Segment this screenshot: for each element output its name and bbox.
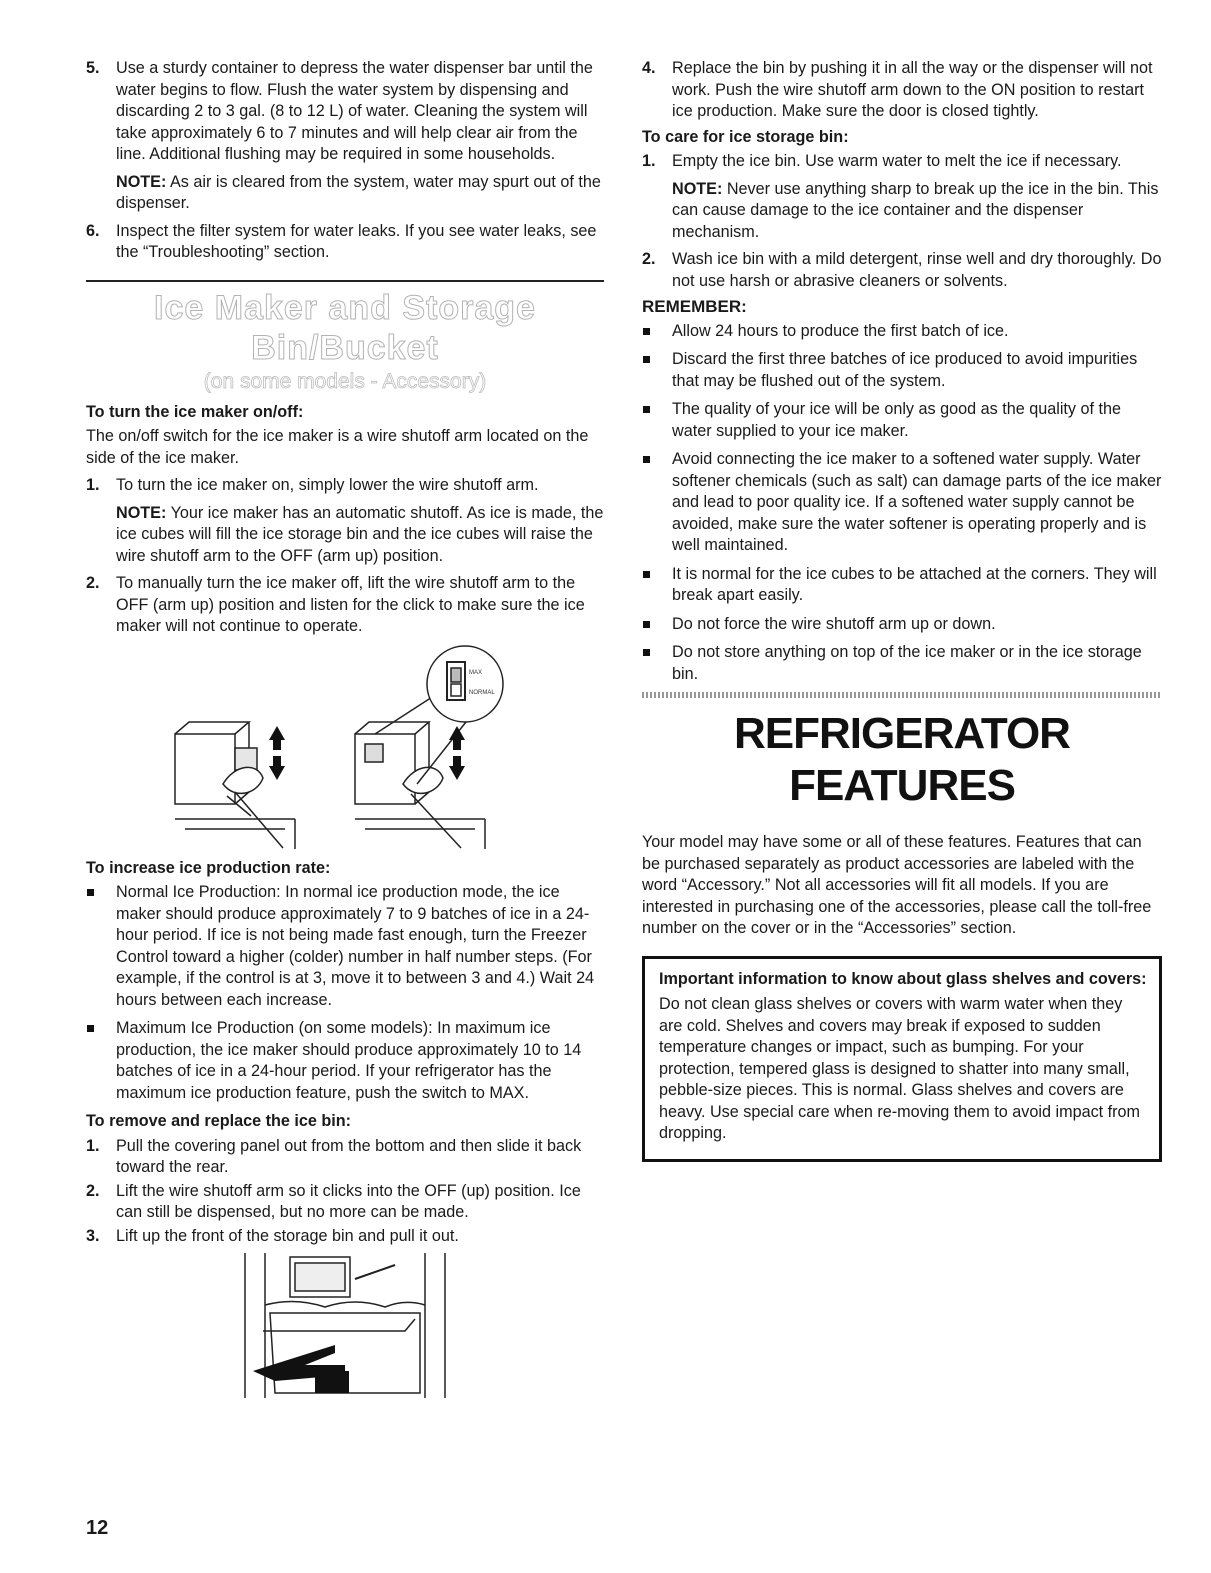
features-intro: Your model may have some or all of these features. Features that can be purchased separately as product accessories are labeled with the word “Accessory.” Not all accessories will fit all models. If you are interested in purchasing one of the accessories, please call the toll-free number on the cover or in the “Accessories” section.: [642, 833, 1152, 937]
features-heading-line-1: REFRIGERATOR: [734, 709, 1070, 758]
ice-maker-switch-illustration: [165, 644, 525, 854]
turn-on-off-intro: The on/off switch for the ice maker is a wire shutoff arm located on the side of the ice maker.: [86, 427, 589, 467]
step-text: Replace the bin by pushing it in all the way or the dispenser will not work. Push the wire shutoff arm down to the ON position to restart ice production. Make sure the door is closed tightly.: [672, 59, 1153, 120]
left-column: [86, 58, 604, 1403]
remove-step-3: [86, 1226, 604, 1248]
list-item: Maximum Ice Production (on some models): In maximum ice production, the ice maker should produce approximately 10 to 14 batches of ice in a 24-hour period. If your refrigerator has the maximum ice production feature, push the switch to MAX.: [86, 1018, 604, 1104]
up-down-arrow-icon: [449, 726, 465, 780]
glass-shelves-info-box: [642, 956, 1162, 1162]
list-item: Allow 24 hours to produce the first batch of ice.: [642, 321, 1162, 343]
list-item: Avoid connecting the ice maker to a softened water supply. Water softener chemicals (such as salt) can damage parts of the ice maker and lead to poor quality ice. If a softened water supply cannot be avoided, make sure the water softener is operating properly and is well maintained.: [642, 449, 1162, 557]
step-text: Empty the ice bin. Use warm water to melt the ice if necessary.: [672, 152, 1122, 170]
note-text: Never use anything sharp to break up the ice in the bin. This can cause damage to the ice container and the dispenser mechanism.: [672, 179, 1159, 241]
increase-rate-heading: To increase ice production rate:: [86, 858, 331, 877]
list-item: The quality of your ice will be only as good as the quality of the water supplied to your ice maker.: [642, 399, 1162, 442]
turn-step-1: [86, 475, 604, 567]
note-label: NOTE:: [116, 503, 167, 522]
switch-label-max: MAX: [469, 669, 483, 676]
features-heading-line-2: FEATURES: [789, 761, 1015, 810]
note-text: Your ice maker has an automatic shutoff. As ice is made, the ice cubes will fill the ice storage bin and the ice cubes will raise the wire shutoff arm to the OFF (arm up) position.: [116, 503, 604, 565]
ice-bin-removal-illustration: [235, 1253, 455, 1403]
step-text: To manually turn the ice maker off, lift the wire shutoff arm to the OFF (arm up) position and listen for the click to make sure the ice maker will not continue to operate.: [116, 574, 585, 635]
step-number: 5.: [86, 59, 100, 77]
step-text: Pull the covering panel out from the bottom and then slide it back toward the rear.: [116, 1136, 582, 1176]
note-label: NOTE:: [116, 172, 167, 191]
ice-maker-right-drawing: [355, 646, 503, 849]
page-number: 12: [86, 1517, 109, 1539]
step-text: To turn the ice maker on, simply lower the wire shutoff arm.: [116, 476, 539, 494]
features-heading: [642, 708, 1162, 812]
step-number: 4.: [642, 59, 656, 77]
step-number: 2.: [86, 1181, 100, 1200]
step-number: 1.: [86, 476, 100, 494]
info-box-text: Do not clean glass shelves or covers with warm water when they are cold. Shelves and covers may break if exposed to sudden temperature changes or impact, such as bumping. For your protection, tempered glass is designed to shatter into many small, pebble-size pieces. This is normal. Glass shelves and covers are heavy. Use special care when re-moving them to avoid impact from dropping.: [659, 995, 1141, 1142]
care-step-1: [642, 151, 1162, 243]
turn-on-off-heading: To turn the ice maker on/off:: [86, 402, 304, 421]
section-subtitle: (on some models - Accessory): [203, 369, 487, 393]
step-number: 1.: [86, 1136, 100, 1155]
remove-step-2: [86, 1181, 604, 1224]
step-number: 2.: [86, 574, 100, 592]
step-number: 3.: [86, 1226, 100, 1245]
remember-heading: REMEMBER:: [642, 297, 747, 316]
list-item: Do not store anything on top of the ice maker or in the ice storage bin.: [642, 642, 1162, 685]
step-text: Use a sturdy container to depress the water dispenser bar until the water begins to flow. Flush the water system by dispensing and discarding 2 to 3 gal. (8 to 12 L) of water. Cleaning the system will take approximately 6 to 7 minutes and will help clear air from the line. Additional flushing may be required in some households.: [116, 59, 593, 163]
list-item: It is normal for the ice cubes to be attached at the corners. They will break apart easily.: [642, 564, 1162, 607]
turn-step-2: [86, 573, 604, 638]
step-note: [672, 179, 1162, 244]
section-title: Ice Maker and Storage Bin/Bucket: [154, 288, 536, 367]
flush-step-6: [86, 221, 604, 264]
step-number: 1.: [642, 152, 656, 170]
step-note: [116, 503, 604, 568]
info-box-title: Important information to know about glass shelves and covers:: [659, 969, 1147, 988]
up-down-arrow-icon: [269, 726, 285, 780]
note-label: NOTE:: [672, 179, 723, 198]
section-divider: [642, 692, 1162, 698]
note-text: As air is cleared from the system, water may spurt out of the dispenser.: [116, 172, 601, 212]
step-text: Lift up the front of the storage bin and pull it out.: [116, 1226, 459, 1245]
step-number: 6.: [86, 221, 100, 240]
section-divider: [86, 280, 604, 282]
care-step-2: [642, 249, 1162, 292]
list-item: Normal Ice Production: In normal ice production mode, the ice maker should produce approximately 7 to 9 batches of ice in a 24-hour period. If ice is not being made fast enough, turn the Freezer Control toward a higher (colder) number in half number steps. (For example, if the control is at 3, move it to between 3 and 4.) Wait 24 hours between each increase.: [86, 882, 604, 1011]
care-bin-heading: To care for ice storage bin:: [642, 127, 849, 146]
step-number: 2.: [642, 250, 656, 268]
step-text: Lift the wire shutoff arm so it clicks into the OFF (up) position. Ice can still be dispensed, but no more can be made.: [116, 1181, 581, 1221]
step-text: Wash ice bin with a mild detergent, rinse well and dry thoroughly. Do not use harsh or abrasive cleaners or solvents.: [672, 250, 1162, 290]
list-item: Do not force the wire shutoff arm up or down.: [642, 614, 1162, 636]
flush-step-5: [86, 58, 604, 215]
list-item: Discard the first three batches of ice produced to avoid impurities that may be flushed out of the system.: [642, 349, 1162, 392]
right-column: [642, 58, 1162, 1162]
remove-bin-heading: To remove and replace the ice bin:: [86, 1112, 352, 1130]
step-note: [116, 172, 604, 215]
switch-label-normal: NORMAL: [469, 689, 495, 696]
remove-step-1: [86, 1136, 604, 1179]
replace-step-4: [642, 58, 1162, 123]
step-text: Inspect the filter system for water leaks. If you see water leaks, see the “Troubleshooting” section.: [116, 221, 597, 261]
